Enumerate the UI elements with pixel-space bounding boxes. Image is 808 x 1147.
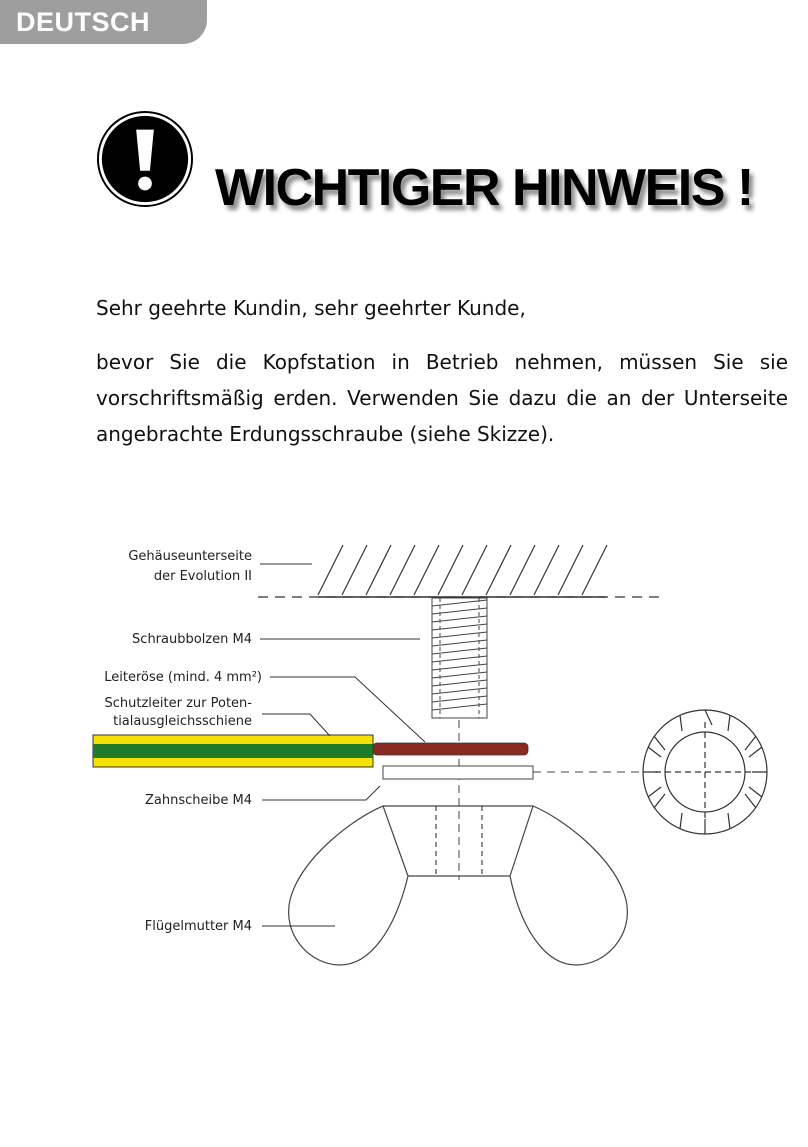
- protective-conductor: [93, 735, 528, 767]
- housing-hatching: [318, 545, 607, 595]
- label-washer: Zahnscheibe M4: [145, 793, 252, 808]
- label-bolt: Schraubbolzen M4: [132, 632, 252, 647]
- salutation: Sehr geehrte Kundin, sehr geehrter Kunde,: [96, 296, 526, 320]
- bolt: [432, 598, 487, 718]
- language-tab: [0, 0, 207, 44]
- washer-side: [383, 766, 533, 779]
- body-paragraph: bevor Sie die Kopfstation in Betrieb nehmen, müssen Sie sie vorschriftsmäßig erden. Verwenden Sie dazu die an der Unterseite angebrachte Erdungsschraube (siehe Skizze).: [96, 350, 788, 446]
- grounding-diagram: [0, 520, 808, 980]
- notice-title: WICHTIGER HINWEIS !: [215, 159, 753, 217]
- label-wingnut: Flügelmutter M4: [144, 919, 252, 934]
- label-housing-1: Gehäuseunterseite: [128, 549, 252, 564]
- exclamation-circle-icon: [96, 110, 194, 208]
- wing-nut: [289, 806, 628, 965]
- label-housing-2: der Evolution II: [153, 569, 252, 584]
- language-label: DEUTSCH: [16, 7, 151, 37]
- label-conductor-2: tialausgleichsschiene: [113, 714, 252, 729]
- label-conductor-1: Schutzleiter zur Poten-: [104, 696, 252, 711]
- label-eyelet: Leiteröse (mind. 4 mm²): [104, 670, 262, 685]
- washer-top-view: [643, 710, 767, 834]
